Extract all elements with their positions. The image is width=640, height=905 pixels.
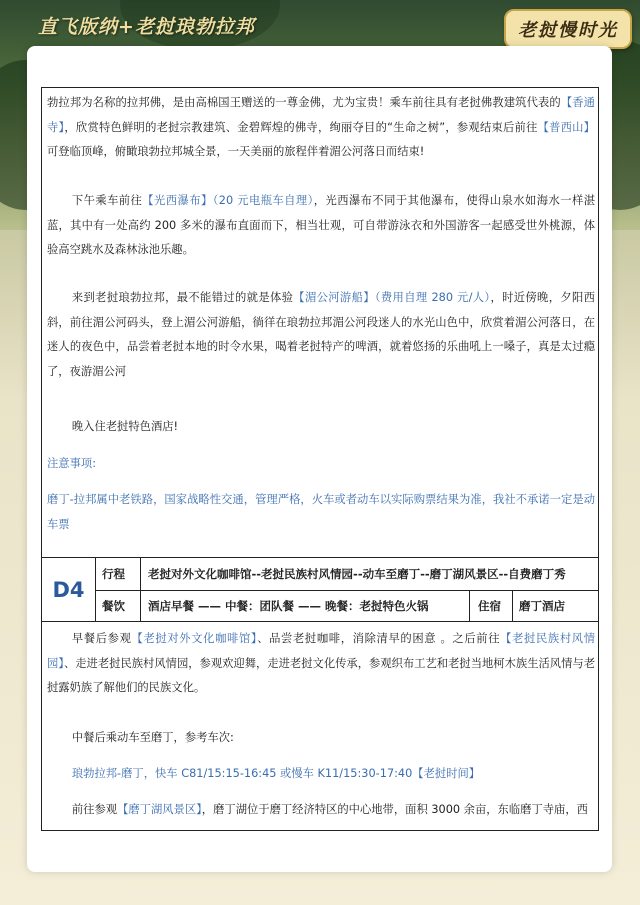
d4-text-4: 前往参观 (71, 803, 118, 816)
itinerary-route: 老挝对外文化咖啡馆--老挝民族村风情园--动车至磨丁--磨丁湖风景区--自费磨丁秀 (148, 566, 566, 581)
d4-lunch-line: 中餐后乘动车至磨丁，参考车次: (71, 731, 234, 744)
ethnic-village-highlight: 【老挝民族村风情园】 (47, 632, 595, 670)
stay-detail: 磨丁酒店 (519, 598, 565, 613)
xiangtong-temple-highlight: 【香通寺】 (47, 96, 595, 134)
d4-text-3: 、走进老挝民族村风情园，参观欢迎舞，走进老挝文化传承，参观织布工艺和老挝当地柯木族生活风情与老挝露奶族了解他们的民族文化。 (47, 656, 595, 694)
cruise-text-1: 来到老挝琅勃拉邦，最不能错过的就是体验 (71, 291, 294, 304)
intro-paragraph (47, 91, 595, 165)
table-label-divider (140, 557, 141, 621)
table-bottom-border (42, 621, 598, 622)
intro-text-1: 勃拉邦为名称的拉邦佛，是由高棉国王赠送的一尊金佛，尤为宝贵！乘车前往具有老挝佛教建筑代表的 (47, 96, 561, 109)
table-day-divider (95, 557, 96, 621)
page-title: 直飞版纳+老挝琅勃拉邦 (38, 16, 255, 38)
intro-text-3: 可登临顶峰，俯瞰琅勃拉邦城全景，一天美丽的旅程伴着湄公河落日而结束! (47, 145, 425, 158)
waterfall-paragraph (47, 189, 595, 263)
cruise-paragraph (47, 286, 595, 384)
intro-text-2: ，欣赏特色鲜明的老挝宗教建筑、金碧辉煌的佛寺，绚丽夺目的“生命之树”，参观结束后前往 (64, 120, 538, 134)
phousi-hill-highlight: 【普西山】 (537, 120, 595, 134)
waterfall-text-2: ，光西瀑布不同于其他瀑布，使得山泉水如海水一样湛蓝，其中有一处高约 200 多米的瀑布直面而下，相当壮观，可自带游泳衣和外国游客一起感受世外桃源，体验高空跳水及森林泳池乐趣。 (47, 194, 595, 256)
meals-detail: 酒店早餐 —— 中餐：团队餐 —— 晚餐：老挝特色火锅 (148, 598, 429, 613)
waterfall-text-1: 下午乘车前往 (71, 194, 143, 207)
itinerary-frame (41, 87, 599, 831)
notes-title: 注意事项: (47, 457, 96, 470)
itinerary-label: 行程 (102, 566, 125, 581)
hotel-line: 晚入住老挝特色酒店! (71, 420, 179, 433)
d4-morning-paragraph (47, 627, 595, 701)
table-stay-label-left (469, 590, 470, 621)
d4-text-2: 、品尝老挝咖啡，消除清早的困意 。之后前往 (257, 632, 501, 645)
stay-label: 住宿 (478, 598, 501, 613)
d4-text-5: ，磨丁湖位于磨丁经济特区的中心地带，面积 3000 余亩，东临磨丁寺庙，西 (201, 803, 588, 816)
notes-text: 磨丁-拉邦属中老铁路，国家战略性交通，管理严格，火车或者动车以实际购票结果为准，我社不承诺一定是动车票 (47, 493, 595, 531)
boten-lake-highlight: 【磨丁湖风景区】 (117, 803, 202, 816)
d4-lake-paragraph (47, 798, 595, 823)
cruise-text-2: ，时近傍晚，夕阳西斜，前往湄公河码头，登上湄公河游船，徜徉在琅勃拉邦湄公河段迷人的水光山色中，欣赏着湄公河落日，在迷人的夜色中，品尝着老挝本地的时令水果，喝着老挝特产的啤酒，就着悠扬的乐曲吼上一嗓子，真是太过瘾了，夜游湄公河 (47, 291, 595, 378)
kuangsi-waterfall-highlight: 【光西瀑布】（20 元电瓶车自理） (142, 194, 314, 207)
d4-text-1: 早餐后参观 (71, 632, 132, 645)
brand-badge: 老挝慢时光 (504, 9, 632, 49)
day-number: D4 (52, 577, 85, 602)
meals-label: 餐饮 (102, 598, 125, 613)
train-info: 琅勃拉邦-磨丁，快车 C81/15:15-16:45 或慢车 K11/15:30-17:40【老挝时间】 (71, 767, 481, 780)
cafe-highlight: 【老挝对外文化咖啡馆】 (131, 632, 258, 645)
table-stay-label-right (512, 590, 513, 621)
mekong-cruise-highlight: 【湄公河游船】（费用自理 280 元/人） (293, 291, 491, 304)
